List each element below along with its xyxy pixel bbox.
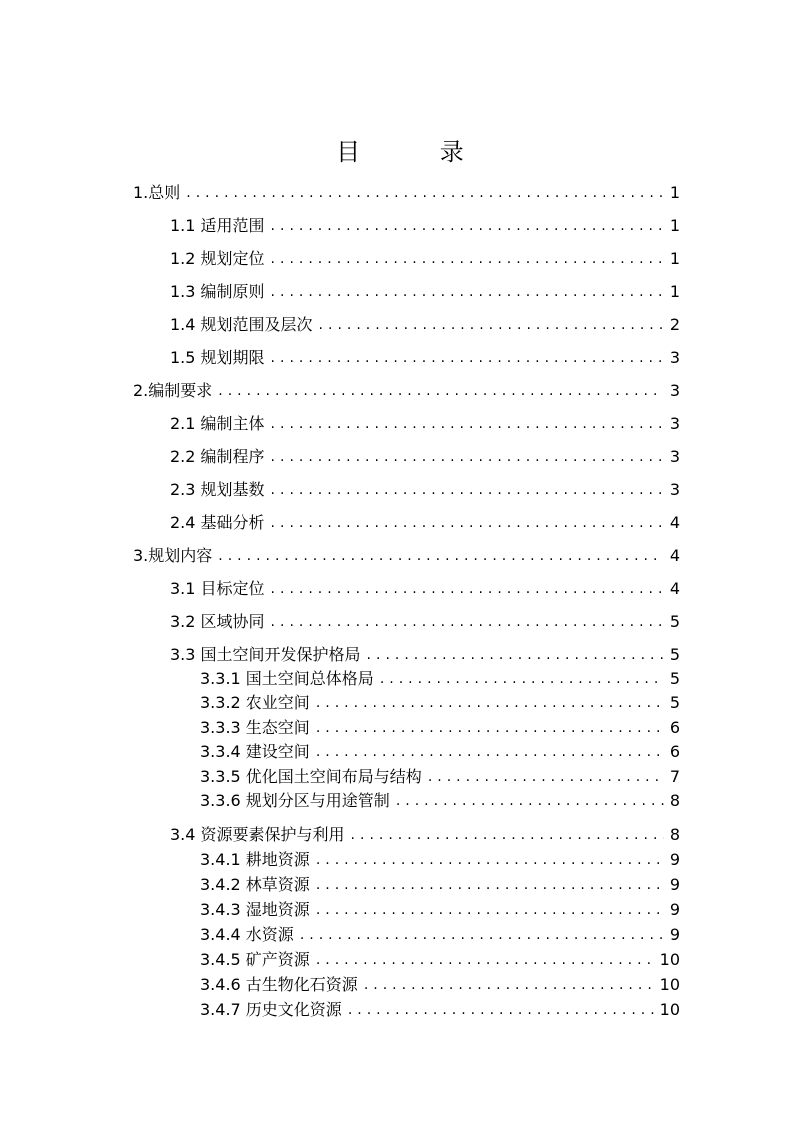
toc-entry-label: 2.3 规划基数: [170, 480, 265, 499]
toc-entry-label: 3.4 资源要素保护与利用: [170, 825, 345, 844]
toc-entry[interactable]: [170, 642, 680, 668]
leader-dots: [271, 477, 664, 503]
leader-dots: [316, 690, 664, 716]
toc-entry-page: 10: [659, 950, 680, 969]
toc-entry-label: 3.3.6 规划分区与用途管制: [200, 791, 390, 810]
leader-dots: [364, 972, 654, 998]
toc-entry-label: 1.2 规划定位: [170, 249, 265, 268]
toc-entry-page: 6: [669, 718, 680, 737]
toc-entry-page: 3: [669, 381, 680, 400]
toc-entry[interactable]: [133, 378, 680, 404]
leader-dots: [300, 922, 664, 948]
toc-entry-label: 2.1 编制主体: [170, 414, 265, 433]
toc-entry-label: 3.4.3 湿地资源: [200, 900, 310, 919]
toc-entry[interactable]: [200, 922, 680, 948]
toc-entry[interactable]: [200, 690, 680, 716]
toc-entry[interactable]: [200, 972, 680, 998]
toc-entry-page: 2: [669, 315, 680, 334]
toc-entry-label: 3.规划内容: [133, 546, 213, 565]
leader-dots: [271, 444, 664, 470]
toc-entry[interactable]: [170, 444, 680, 470]
toc-entry-page: 9: [669, 850, 680, 869]
toc-entry[interactable]: [170, 246, 680, 272]
leader-dots: [186, 180, 664, 206]
toc-entry-label: 3.3.5 优化国土空间布局与结构: [200, 767, 422, 786]
toc-entry-page: 3: [669, 447, 680, 466]
leader-dots: [218, 543, 664, 569]
toc-entry-label: 3.4.6 古生物化石资源: [200, 975, 358, 994]
toc-entry[interactable]: [200, 847, 680, 873]
leader-dots: [271, 213, 664, 239]
toc-entry[interactable]: [200, 764, 680, 790]
toc-entry[interactable]: [170, 822, 680, 848]
leader-dots: [348, 997, 654, 1023]
toc-entry-label: 3.3 国土空间开发保护格局: [170, 645, 361, 664]
leader-dots: [316, 715, 664, 741]
leader-dots: [428, 764, 664, 790]
toc-entry-page: 7: [669, 767, 680, 786]
toc-entry[interactable]: [133, 543, 680, 569]
toc-entry[interactable]: [200, 715, 680, 741]
toc-entry-page: 1: [669, 216, 680, 235]
leader-dots: [316, 847, 664, 873]
toc-entry-label: 1.4 规划范围及层次: [170, 315, 313, 334]
toc-entry[interactable]: [200, 739, 680, 765]
toc-title: 目 录: [336, 138, 500, 166]
toc-entry[interactable]: [200, 788, 680, 814]
toc-entry-page: 4: [669, 513, 680, 532]
toc-entry-page: 6: [669, 742, 680, 761]
toc-entry-page: 5: [669, 693, 680, 712]
toc-entry-label: 3.4.4 水资源: [200, 925, 294, 944]
toc-entry-page: 1: [669, 183, 680, 202]
leader-dots: [319, 312, 664, 338]
toc-entry-label: 3.4.2 林草资源: [200, 875, 310, 894]
toc-entry-page: 5: [669, 669, 680, 688]
leader-dots: [271, 246, 664, 272]
leader-dots: [396, 788, 664, 814]
toc-entry-label: 3.3.2 农业空间: [200, 693, 310, 712]
toc-entry-label: 3.3.3 生态空间: [200, 718, 310, 737]
toc-entry-label: 3.1 目标定位: [170, 579, 265, 598]
leader-dots: [316, 872, 664, 898]
toc-entry[interactable]: [170, 312, 680, 338]
toc-entry-page: 1: [669, 282, 680, 301]
toc-entry[interactable]: [170, 411, 680, 437]
toc-entry-page: 5: [669, 612, 680, 631]
leader-dots: [316, 947, 654, 973]
toc-entry-page: 8: [669, 791, 680, 810]
leader-dots: [271, 411, 664, 437]
toc-entry[interactable]: [200, 666, 680, 692]
toc-entry[interactable]: [170, 609, 680, 635]
leader-dots: [271, 279, 664, 305]
toc-entry[interactable]: [200, 947, 680, 973]
toc-entry-label: 3.3.1 国土空间总体格局: [200, 669, 374, 688]
toc-entry-page: 9: [669, 925, 680, 944]
toc-entry-label: 1.3 编制原则: [170, 282, 265, 301]
toc-entry[interactable]: [170, 279, 680, 305]
leader-dots: [367, 642, 664, 668]
toc-entry-page: 10: [659, 975, 680, 994]
leader-dots: [271, 609, 664, 635]
leader-dots: [316, 739, 664, 765]
toc-entry-page: 3: [669, 480, 680, 499]
toc-entry-label: 3.4.1 耕地资源: [200, 850, 310, 869]
leader-dots: [271, 576, 664, 602]
leader-dots: [271, 510, 664, 536]
toc-entry-label: 1.5 规划期限: [170, 348, 265, 367]
toc-entry[interactable]: [170, 576, 680, 602]
toc-entry-label: 2.2 编制程序: [170, 447, 265, 466]
toc-entry-page: 9: [669, 875, 680, 894]
toc-entry-label: 2.4 基础分析: [170, 513, 265, 532]
toc-entry-page: 3: [669, 414, 680, 433]
toc-entry-label: 3.4.7 历史文化资源: [200, 1000, 342, 1019]
toc-entry-page: 9: [669, 900, 680, 919]
toc-entry-page: 3: [669, 348, 680, 367]
toc-entry-label: 3.4.5 矿产资源: [200, 950, 310, 969]
leader-dots: [351, 822, 664, 848]
toc-entry-label: 1.1 适用范围: [170, 216, 265, 235]
toc-entry-page: 10: [659, 1000, 680, 1019]
leader-dots: [380, 666, 664, 692]
toc-entry-page: 4: [669, 579, 680, 598]
toc-entry-label: 3.3.4 建设空间: [200, 742, 310, 761]
toc-entry[interactable]: [133, 180, 680, 206]
toc-entry[interactable]: [170, 345, 680, 371]
toc-entry-page: 4: [669, 546, 680, 565]
toc-entry-page: 8: [669, 825, 680, 844]
toc-entry[interactable]: [200, 872, 680, 898]
toc-entry-page: 5: [669, 645, 680, 664]
toc-entry[interactable]: [200, 997, 680, 1023]
leader-dots: [316, 897, 664, 923]
leader-dots: [218, 378, 664, 404]
toc-entry[interactable]: [200, 897, 680, 923]
toc-entry-page: 1: [669, 249, 680, 268]
toc-entry-label: 1.总则: [133, 183, 181, 202]
toc-entry-label: 2.编制要求: [133, 381, 213, 400]
leader-dots: [271, 345, 664, 371]
toc-entry[interactable]: [170, 213, 680, 239]
toc-entry[interactable]: [170, 477, 680, 503]
toc-entry[interactable]: [170, 510, 680, 536]
toc-entry-label: 3.2 区域协同: [170, 612, 265, 631]
